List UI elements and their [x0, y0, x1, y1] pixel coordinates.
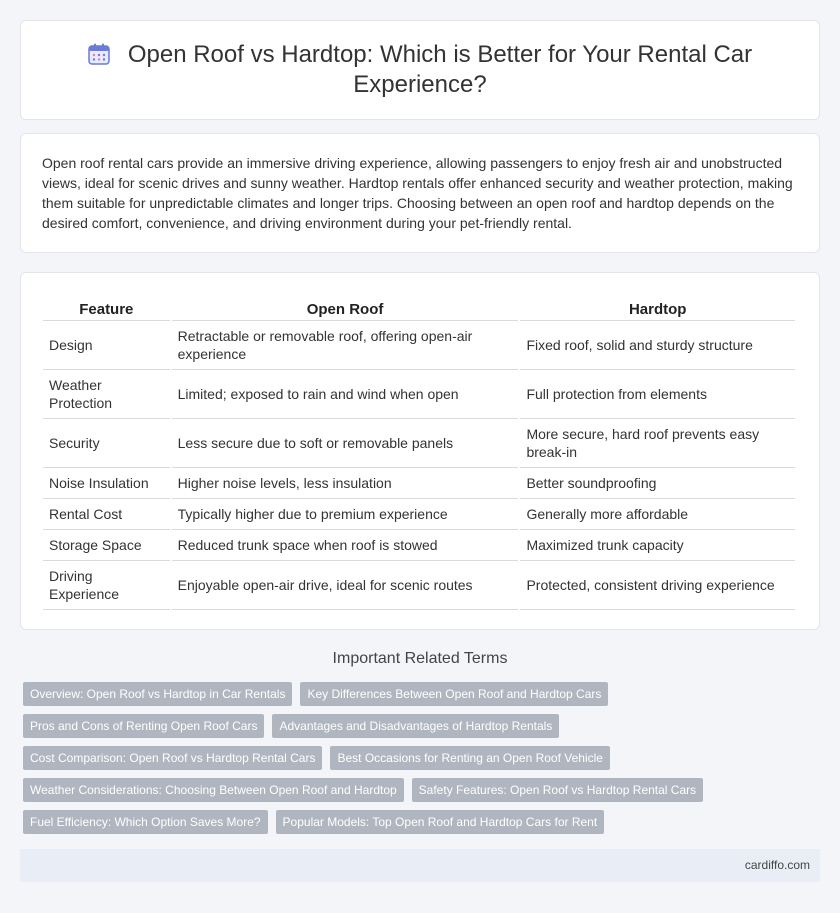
table-cell: Better soundproofing — [520, 468, 795, 499]
related-term-tag[interactable]: Advantages and Disadvantages of Hardtop Rentals — [272, 714, 559, 738]
page-title — [61, 40, 779, 100]
footer — [20, 849, 820, 882]
footer-site-link[interactable]: cardiffo.com — [744, 858, 810, 872]
table-cell: Reduced trunk space when roof is stowed — [172, 530, 519, 561]
table-cell: Enjoyable open-air drive, ideal for scenic routes — [172, 561, 519, 610]
table-cell: Design — [43, 321, 170, 370]
related-term-tag[interactable]: Popular Models: Top Open Roof and Hardtop Cars for Rent — [276, 810, 605, 834]
table-cell: Protected, consistent driving experience — [520, 561, 795, 610]
table-cell: Retractable or removable roof, offering open-air experience — [172, 321, 519, 370]
comparison-table-card — [20, 272, 820, 630]
intro-card — [20, 133, 820, 253]
related-terms-title: Important Related Terms — [332, 650, 508, 667]
header-feature: Feature — [43, 293, 170, 321]
table-cell: Higher noise levels, less insulation — [172, 468, 519, 499]
related-term-tag[interactable]: Weather Considerations: Choosing Between Open Roof and Hardtop — [23, 778, 404, 802]
table-row — [43, 499, 795, 530]
related-term-tag[interactable]: Cost Comparison: Open Roof vs Hardtop Rental Cars — [23, 746, 322, 770]
table-cell: Security — [43, 419, 170, 468]
table-cell: Fixed roof, solid and sturdy structure — [520, 321, 795, 370]
intro-paragraph: Open roof rental cars provide an immersive driving experience, allowing passengers to enjoy fresh air and unobstructed views, ideal for scenic drives and sunny weather. Hardtop rentals offer enhanced security and weather protection, making them suitable for unpredictable climates and longer trips. Choosing between an open roof and hardtop depends on the desired comfort, convenience, and driving environment during your pet-friendly rental. — [42, 155, 793, 231]
table-row — [43, 419, 795, 468]
table-cell: Generally more affordable — [520, 499, 795, 530]
header-open-roof: Open Roof — [172, 293, 519, 321]
table-cell: Weather Protection — [43, 370, 170, 419]
table-cell: Typically higher due to premium experience — [172, 499, 519, 530]
header-hardtop: Hardtop — [520, 293, 795, 321]
header-card — [20, 20, 820, 120]
table-cell: Rental Cost — [43, 499, 170, 530]
related-terms-tags — [23, 682, 803, 842]
table-row — [43, 370, 795, 419]
table-row — [43, 561, 795, 610]
related-term-tag[interactable]: Safety Features: Open Roof vs Hardtop Rental Cars — [412, 778, 703, 802]
related-term-tag[interactable]: Best Occasions for Renting an Open Roof Vehicle — [330, 746, 609, 770]
table-row — [43, 468, 795, 499]
table-cell: Storage Space — [43, 530, 170, 561]
table-cell: Driving Experience — [43, 561, 170, 610]
table-row — [43, 530, 795, 561]
table-cell: Less secure due to soft or removable panels — [172, 419, 519, 468]
table-cell: Noise Insulation — [43, 468, 170, 499]
table-row — [43, 321, 795, 370]
calendar-icon — [88, 43, 110, 65]
related-term-tag[interactable]: Pros and Cons of Renting Open Roof Cars — [23, 714, 264, 738]
related-term-tag[interactable]: Fuel Efficiency: Which Option Saves More? — [23, 810, 268, 834]
table-cell: Full protection from elements — [520, 370, 795, 419]
table-cell: Limited; exposed to rain and wind when open — [172, 370, 519, 419]
table-cell: More secure, hard roof prevents easy break-in — [520, 419, 795, 468]
page-title-text: Open Roof vs Hardtop: Which is Better for Your Rental Car Experience? — [127, 41, 753, 98]
table-cell: Maximized trunk capacity — [520, 530, 795, 561]
comparison-table — [41, 293, 797, 610]
related-term-tag[interactable]: Overview: Open Roof vs Hardtop in Car Rentals — [23, 682, 292, 706]
related-term-tag[interactable]: Key Differences Between Open Roof and Hardtop Cars — [300, 682, 608, 706]
table-header-row — [43, 293, 795, 321]
